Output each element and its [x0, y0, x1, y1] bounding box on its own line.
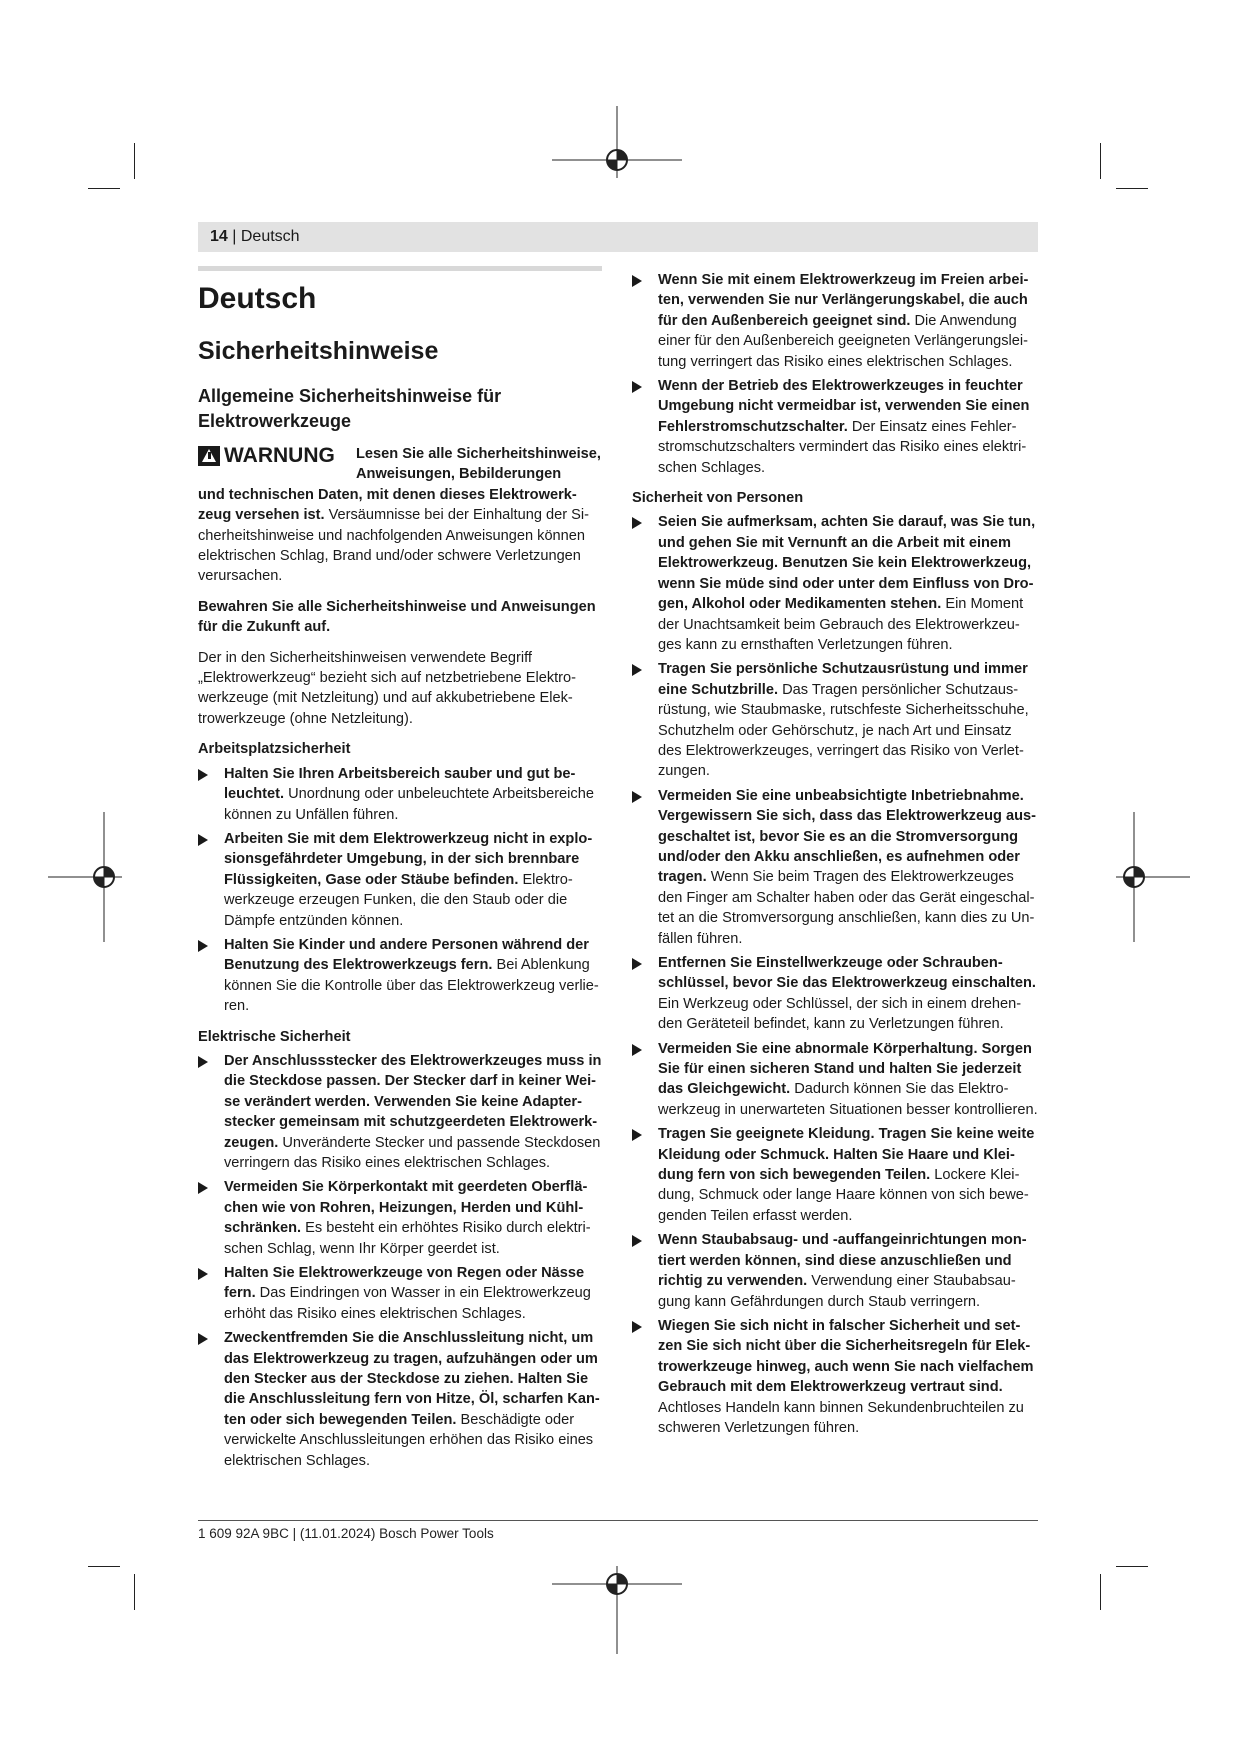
warning-text: WARNUNG — [224, 444, 335, 467]
keep-instructions: Bewahren Sie alle Sicherheitshinweise und Anweisungen für die Zukunft auf. — [198, 598, 596, 636]
crop-mark — [88, 1566, 120, 1567]
header-language: Deutsch — [240, 228, 300, 245]
bullet-arrow-icon — [198, 769, 208, 781]
warning-normal-cont: Versäumnisse bei der Einhaltung der Sicherheitshinweise und nachfolgenden Anweisungen können elektrischen Schlag, Brand und/oder schwere Verletzungen verursachen. — [198, 507, 590, 585]
crop-mark — [1116, 1566, 1148, 1567]
crop-mark — [88, 188, 120, 189]
header-separator: | — [232, 228, 237, 245]
item-bold: Halten Sie Elektrowerkzeuge von Regen oder Nässe fern. — [224, 1265, 585, 1302]
item-text: Bei Ablenkung können Sie die Kontrolle über das Elektrowerkzeug verlieren. — [224, 957, 599, 1015]
bullet-arrow-icon — [632, 958, 642, 970]
bullet-arrow-icon — [632, 1044, 642, 1056]
bullet-arrow-icon — [632, 517, 642, 529]
title-rule — [198, 266, 602, 271]
item-bold: Tragen Sie persönliche Schutzausrüstung und immer eine Schutzbrille. — [658, 661, 1028, 698]
bullet-arrow-icon — [198, 1268, 208, 1280]
item-text: Unordnung oder unbeleuchtete Arbeitsbereiche können zu Unfällen führen. — [224, 786, 594, 823]
bullet-arrow-icon — [632, 1129, 642, 1141]
electrical-heading: Elektrische Sicherheit — [198, 1028, 351, 1045]
crop-mark — [1116, 188, 1148, 189]
warning-bold-cont: und technischen Daten, mit denen dieses Elektrowerkzeug versehen ist. — [198, 486, 577, 524]
warning-triangle-icon — [198, 446, 220, 466]
bullet-arrow-icon — [198, 1056, 208, 1068]
bullet-arrow-icon — [632, 791, 642, 803]
item-text: Ein Werkzeug oder Schlüssel, der sich in einem drehenden Geräteteil befindet, kann zu Verletzungen führen. — [658, 995, 1022, 1033]
list-item — [632, 376, 1038, 478]
bullet-arrow-icon — [632, 275, 642, 287]
list-item — [198, 1177, 604, 1259]
item-text: Elektrowerkzeuge erzeugen Funken, die den Staub oder die Dämpfe entzünden können. — [224, 871, 573, 929]
item-text: Beschädigte oder verwickelte Anschlussleitungen erhöhen das Risiko eines elektrischen Schlages. — [224, 1411, 594, 1469]
item-text: Der Einsatz eines Fehlerstromschutzschalters vermindert das Risiko eines elektrischen Schlages. — [658, 418, 1027, 476]
item-bold: Seien Sie aufmerksam, achten Sie darauf, was Sie tun, und gehen Sie mit Vernunft an die Arbeit mit einem Elektrowerkzeug. Benutzen Sie kein Elektrowerkzeug, wenn Sie müde sind oder unter dem Einfluss von Drogen, Alkohol oder Medikamenten stehen. — [658, 514, 1036, 613]
item-bold: Wenn der Betrieb des Elektrowerkzeuges in feuchter Umgebung nicht vermeidbar ist, verwenden Sie einen Fehlerstromschutzschalter. — [658, 378, 1030, 435]
item-bold: Arbeiten Sie mit dem Elektrowerkzeug nicht in explosionsgefährdeter Umgebung, in der sich brennbare Flüssigkeiten, Gase oder Stäube befinden. — [224, 830, 593, 888]
list-item — [198, 1051, 604, 1173]
page-number: 14 — [210, 228, 228, 245]
footer-rule — [198, 1520, 1038, 1521]
list-item — [632, 1316, 1038, 1438]
bullet-arrow-icon — [632, 664, 642, 676]
item-text: Dadurch können Sie das Elektrowerkzeug in unerwarteten Situationen besser kontrollieren. — [658, 1081, 1038, 1118]
item-bold: Wenn Sie mit einem Elektrowerkzeug im Freien arbeiten, verwenden Sie nur Verlängerungskabel, die auch für den Außenbereich geeignet sind. — [658, 272, 1029, 329]
right-column — [632, 270, 1038, 1442]
list-item — [632, 953, 1038, 1035]
left-column — [198, 272, 604, 1475]
list-item — [632, 1124, 1038, 1226]
workplace-heading: Arbeitsplatzsicherheit — [198, 741, 351, 758]
bullet-arrow-icon — [632, 381, 642, 393]
item-bold: Der Anschlussstecker des Elektrowerkzeuges muss in die Steckdose passen. Der Stecker darf in keiner Weise verändert werden. Verwenden Sie keine Adapterstecker gemeinsam mit schutzgeerdeten Elektrowerkzeugen. — [224, 1052, 602, 1151]
item-bold: Wiegen Sie sich nicht in falscher Sicherheit und setzen Sie sich nicht über die Sicherheitsregeln für Elektrowerkzeuge hinweg, auch wenn Sie nach vielfachem Gebrauch mit dem Elektrowerkzeug vertraut sind. — [658, 1317, 1034, 1396]
bullet-arrow-icon — [198, 1333, 208, 1345]
document-title: Deutsch — [198, 282, 317, 315]
item-text: Achtloses Handeln kann binnen Sekundenbruchteilen zu schweren Verletzungen führen. — [658, 1399, 1024, 1436]
crop-mark — [1100, 143, 1101, 179]
list-item — [198, 1263, 604, 1324]
item-bold: Halten Sie Kinder und andere Personen während der Benutzung des Elektrowerkzeugs fern. — [224, 936, 589, 974]
item-text: Es besteht ein erhöhtes Risiko durch elektrischen Schlag, wenn Ihr Körper geerdet ist. — [224, 1220, 591, 1257]
page-header — [198, 222, 1038, 252]
item-text: Das Tragen persönlicher Schutzausrüstung, wie Staubmaske, rutschfeste Sicherheitsschuhe, Schutzhelm oder Gehörschutz, je nach Art und Einsatz des Elektrowerkzeuges, verringert das Risiko von Verletzungen. — [658, 681, 1029, 780]
item-text: Die Anwendung einer für den Außenbereich geeigneten Verlängerungsleitung verringert das Risiko eines elektrischen Schlages. — [658, 312, 1028, 370]
warning-side-text: Lesen Sie alle Sicherheitshinweise, Anweisungen, Bebilderungen — [356, 446, 601, 483]
list-item — [198, 829, 604, 931]
bullet-arrow-icon — [198, 834, 208, 846]
list-item — [632, 659, 1038, 781]
item-text: Wenn Sie beim Tragen des Elektrowerkzeuges den Finger am Schalter haben oder das Gerät eingeschaltet an die Stromversorgung anschließen, kann dies zu Unfällen führen. — [658, 869, 1035, 947]
item-bold: Zweckentfremden Sie die Anschlussleitung nicht, um das Elektrowerkzeug zu tragen, aufzuhängen oder um den Stecker aus der Steckdose zu ziehen. Halten Sie die Anschlussleitung fern von Hitze, Öl, scharfen Kanten oder sich bewegenden Teilen. — [224, 1330, 600, 1428]
personal-heading: Sicherheit von Personen — [632, 490, 804, 507]
item-text: Lockere Kleidung, Schmuck oder lange Haare können von sich bewegenden Teilen erfasst werden. — [658, 1167, 1029, 1224]
bullet-arrow-icon — [632, 1235, 642, 1247]
list-item — [198, 764, 604, 825]
bullet-arrow-icon — [632, 1321, 642, 1333]
registration-mark-right — [1116, 812, 1190, 942]
list-item — [632, 1230, 1038, 1312]
list-item — [198, 1328, 604, 1471]
bullet-arrow-icon — [198, 1182, 208, 1194]
crop-mark — [134, 1574, 135, 1610]
registration-mark-top — [552, 106, 682, 196]
warning-paragraph — [198, 485, 604, 587]
warning-label — [198, 444, 356, 468]
crop-mark — [134, 143, 135, 179]
registration-mark-left — [48, 812, 122, 942]
item-text: Verwendung einer Staubabsaugung kann Gefährdungen durch Staub verringern. — [658, 1273, 1016, 1310]
page-footer: 1 609 92A 9BC | (11.01.2024) Bosch Power Tools — [198, 1526, 494, 1541]
list-item — [198, 935, 604, 1017]
item-bold: Wenn Staubabsaug- und -auffangeinrichtungen montiert werden können, sind diese anzuschließen und richtig zu verwenden. — [658, 1232, 1027, 1290]
list-item — [632, 786, 1038, 949]
item-bold: Halten Sie Ihren Arbeitsbereich sauber und gut beleuchtet. — [224, 765, 576, 803]
item-bold: Entfernen Sie Einstellwerkzeuge oder Schraubenschlüssel, bevor Sie das Elektrowerkzeug einschalten. — [658, 955, 1036, 992]
item-bold: Vermeiden Sie eine unbeabsichtigte Inbetriebnahme. Vergewissern Sie sich, dass das Elektrowerkzeug ausgeschaltet ist, bevor Sie es an die Stromversorgung und/oder den Akku anschließen, es aufnehmen oder tragen. — [658, 787, 1037, 886]
section-title: Sicherheitshinweise — [198, 337, 439, 365]
list-item — [632, 270, 1038, 372]
item-text: Das Eindringen von Wasser in ein Elektrowerkzeug erhöht das Risiko eines elektrischen Schlages. — [224, 1285, 591, 1322]
item-bold: Vermeiden Sie eine abnormale Körperhaltung. Sorgen Sie für einen sicheren Stand und halten Sie jederzeit das Gleichgewicht. — [658, 1040, 1032, 1098]
registration-mark-bottom — [552, 1566, 682, 1656]
subsection-title: Allgemeine Sicherheitshinweise für Elektrowerkzeuge — [198, 386, 502, 431]
item-text: Ein Moment der Unachtsamkeit beim Gebrauch des Elektrowerkzeuges kann zu ernsthaften Verletzungen führen. — [658, 596, 1024, 653]
bullet-arrow-icon — [198, 940, 208, 952]
item-bold: Tragen Sie geeignete Kleidung. Tragen Sie keine weite Kleidung oder Schmuck. Halten Sie Haare und Kleidung fern von sich bewegenden Teilen. — [658, 1126, 1035, 1184]
list-item — [632, 512, 1038, 655]
item-bold: Vermeiden Sie Körperkontakt mit geerdeten Oberflächen wie von Rohren, Heizungen, Herden und Kühlschränken. — [224, 1179, 588, 1237]
definition-paragraph: Der in den Sicherheitshinweisen verwendete Begriff „Elektrowerkzeug“ bezieht sich auf netzbetriebene Elektrowerkzeuge (mit Netzleitung) und auf akkubetriebene Elektrowerkzeuge (ohne Netzleitung). — [198, 649, 577, 727]
item-text: Unveränderte Stecker und passende Steckdosen verringern das Risiko eines elektrischen Schlages. — [224, 1134, 601, 1171]
list-item — [632, 1039, 1038, 1121]
crop-mark — [1100, 1574, 1101, 1610]
warning-block — [198, 444, 604, 485]
